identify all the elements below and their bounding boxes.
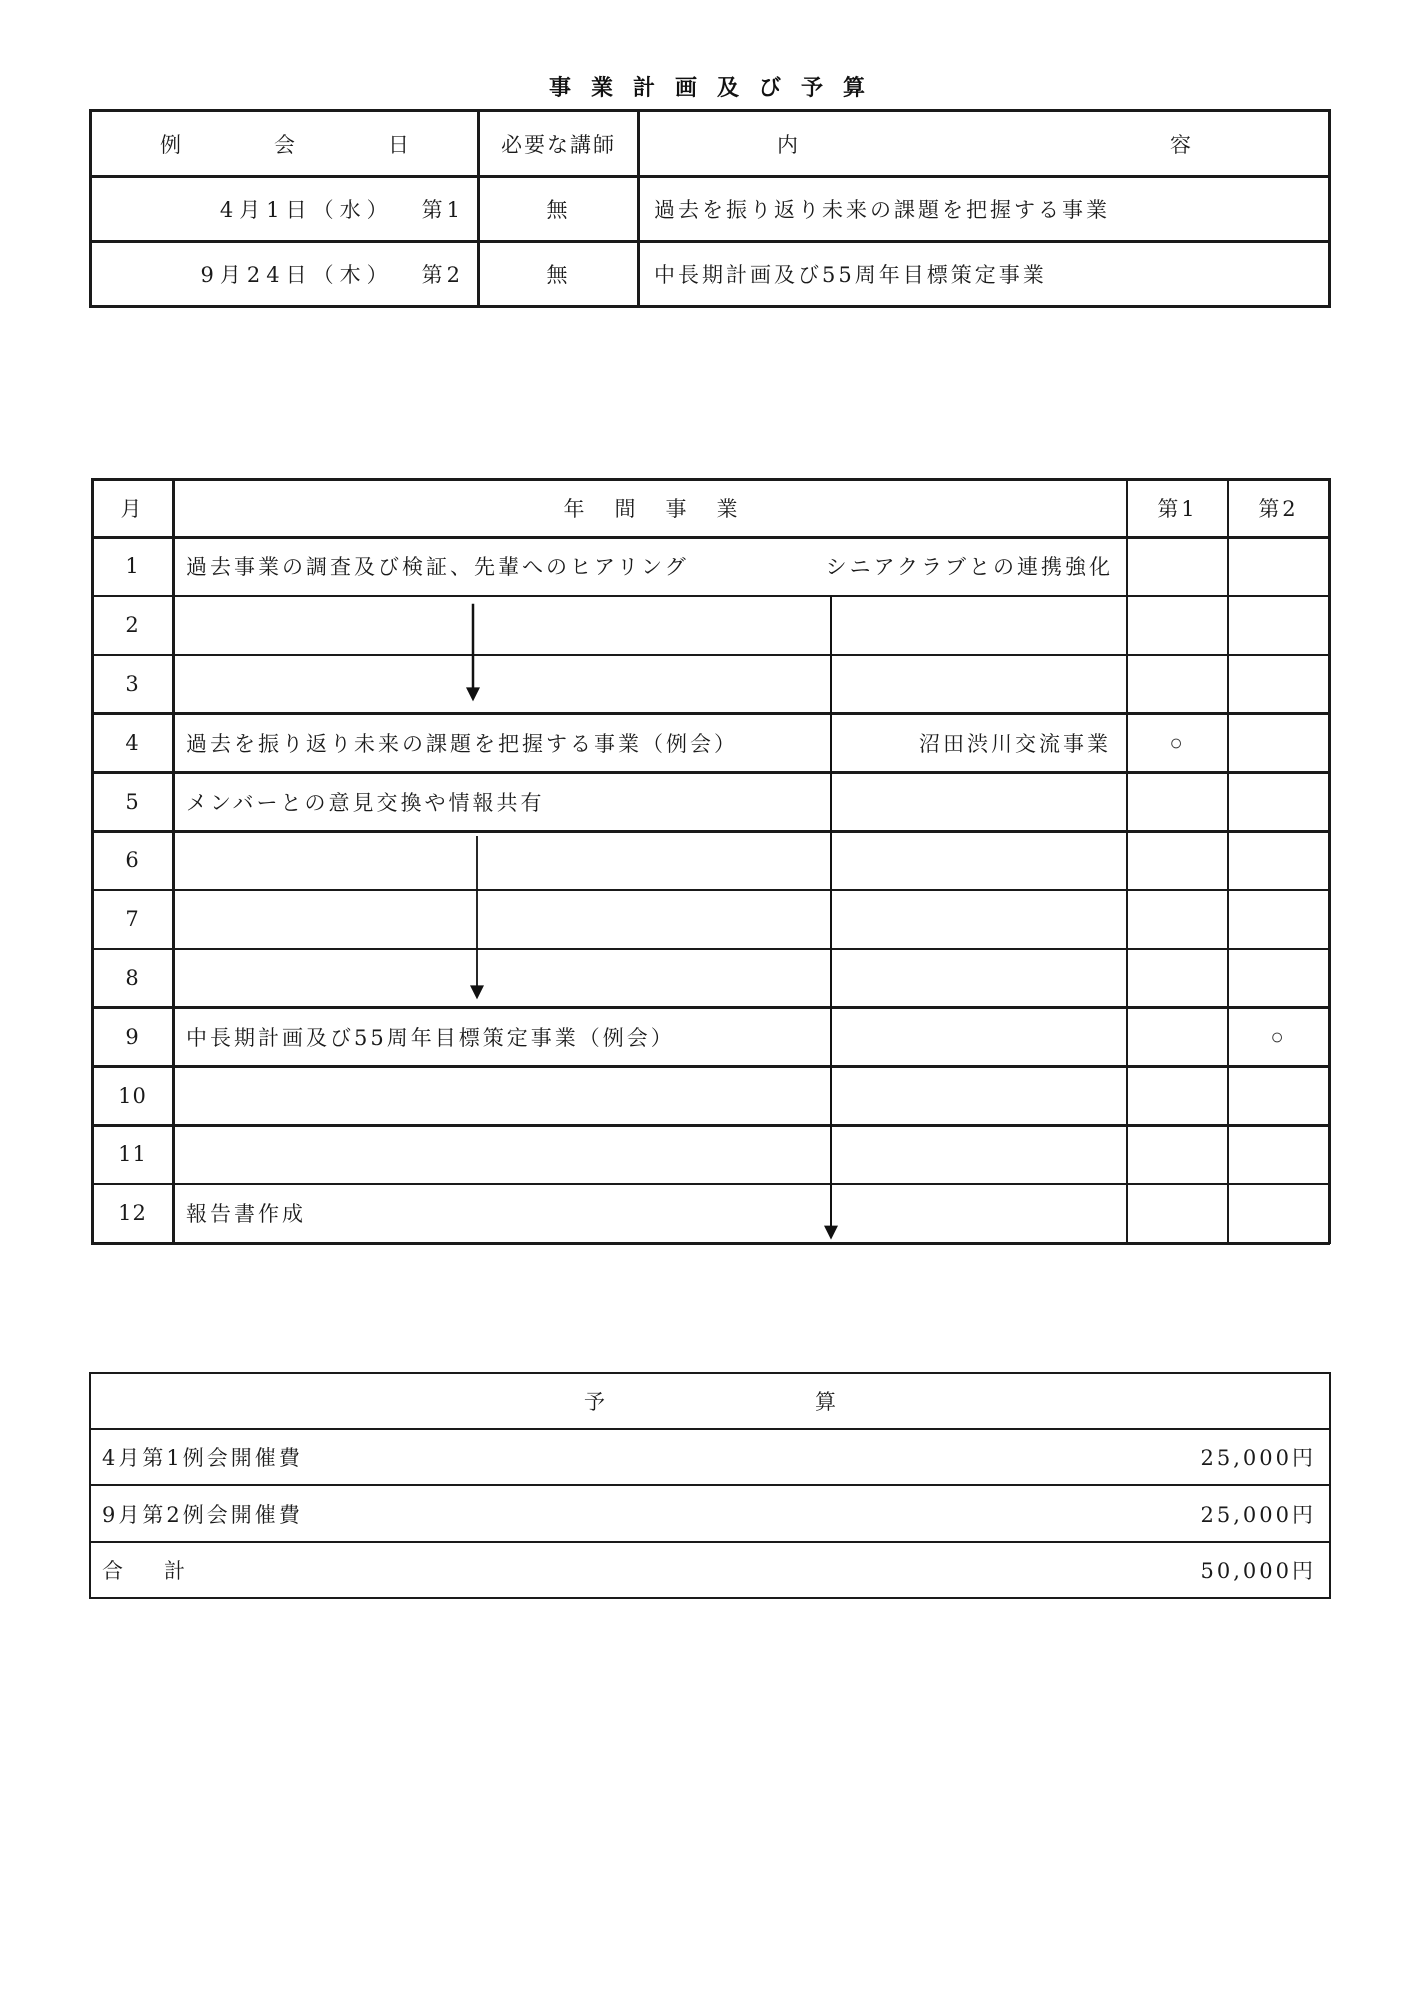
- activity-cell-right: 沼田渋川交流事業: [919, 731, 1111, 756]
- budget-amount: 25,000円: [1200, 1502, 1316, 1527]
- document-title: 事業計画及び予算: [548, 76, 885, 101]
- month-cell: 3: [125, 671, 140, 696]
- month-cell: 6: [125, 848, 140, 873]
- header-month: 月: [120, 497, 145, 521]
- month-cell: 9: [125, 1024, 140, 1049]
- header-second-meeting: 第2: [1258, 497, 1299, 521]
- first-meeting-mark: ○: [1169, 730, 1186, 756]
- budget-amount: 25,000円: [1200, 1446, 1316, 1470]
- second-meeting-mark: ○: [1270, 1024, 1287, 1050]
- down-arrow-icon: [824, 596, 838, 1240]
- arrow-head: [824, 1226, 838, 1240]
- month-cell: 7: [125, 907, 140, 932]
- activity-cell: 中長期計画及び55周年目標策定事業（例会）: [186, 1025, 675, 1050]
- activity-cell-right: シニアクラブとの連携強化: [825, 555, 1113, 580]
- budget-header: 予 算: [584, 1390, 892, 1414]
- month-cell: 8: [125, 965, 140, 990]
- activity-cell: メンバーとの意見交換や情報共有: [186, 790, 545, 815]
- month-cell: 1: [125, 554, 140, 579]
- header-required-lecturer: 必要な講師: [501, 132, 616, 157]
- activity-cell: 過去事業の調査及び検証、先輩へのヒアリング: [186, 555, 689, 580]
- header-content: 内 容: [777, 132, 1301, 157]
- activity-cell: 報告書作成: [186, 1202, 306, 1227]
- header-first-meeting: 第1: [1157, 497, 1198, 521]
- budget-total-label: 合 計: [102, 1559, 195, 1583]
- meeting-date: 9月24日（木）: [200, 262, 394, 287]
- header-meeting-date: 例 会 日: [160, 132, 445, 157]
- meeting-content: 過去を振り返り未来の課題を把握する事業: [654, 197, 1110, 222]
- month-cell: 4: [125, 730, 140, 755]
- month-cell: 12: [118, 1201, 147, 1226]
- meeting-content: 中長期計画及び55周年目標策定事業: [654, 262, 1047, 287]
- month-cell: 2: [125, 613, 140, 638]
- meeting-lecturer: 無: [546, 197, 571, 222]
- activity-cell: 過去を振り返り未来の課題を把握する事業（例会）: [186, 731, 738, 756]
- meeting-session: 第1: [421, 197, 464, 222]
- meeting-session: 第2: [421, 262, 464, 287]
- arrow-head: [470, 985, 484, 999]
- down-arrow-icon: [466, 604, 480, 702]
- meeting-date: 4月1日（水）: [219, 197, 394, 222]
- arrow-head: [466, 687, 480, 701]
- budget-total-amount: 50,000円: [1200, 1559, 1316, 1583]
- header-annual-activities: 年間事業: [563, 497, 768, 521]
- month-cell: 10: [118, 1083, 147, 1108]
- budget-item: 9月第2例会開催費: [102, 1502, 303, 1527]
- budget-item: 4月第1例会開催費: [102, 1446, 303, 1470]
- month-cell: 5: [125, 789, 140, 814]
- meeting-lecturer: 無: [546, 262, 571, 287]
- down-arrow-icon: [470, 836, 484, 999]
- month-cell: 11: [118, 1142, 147, 1167]
